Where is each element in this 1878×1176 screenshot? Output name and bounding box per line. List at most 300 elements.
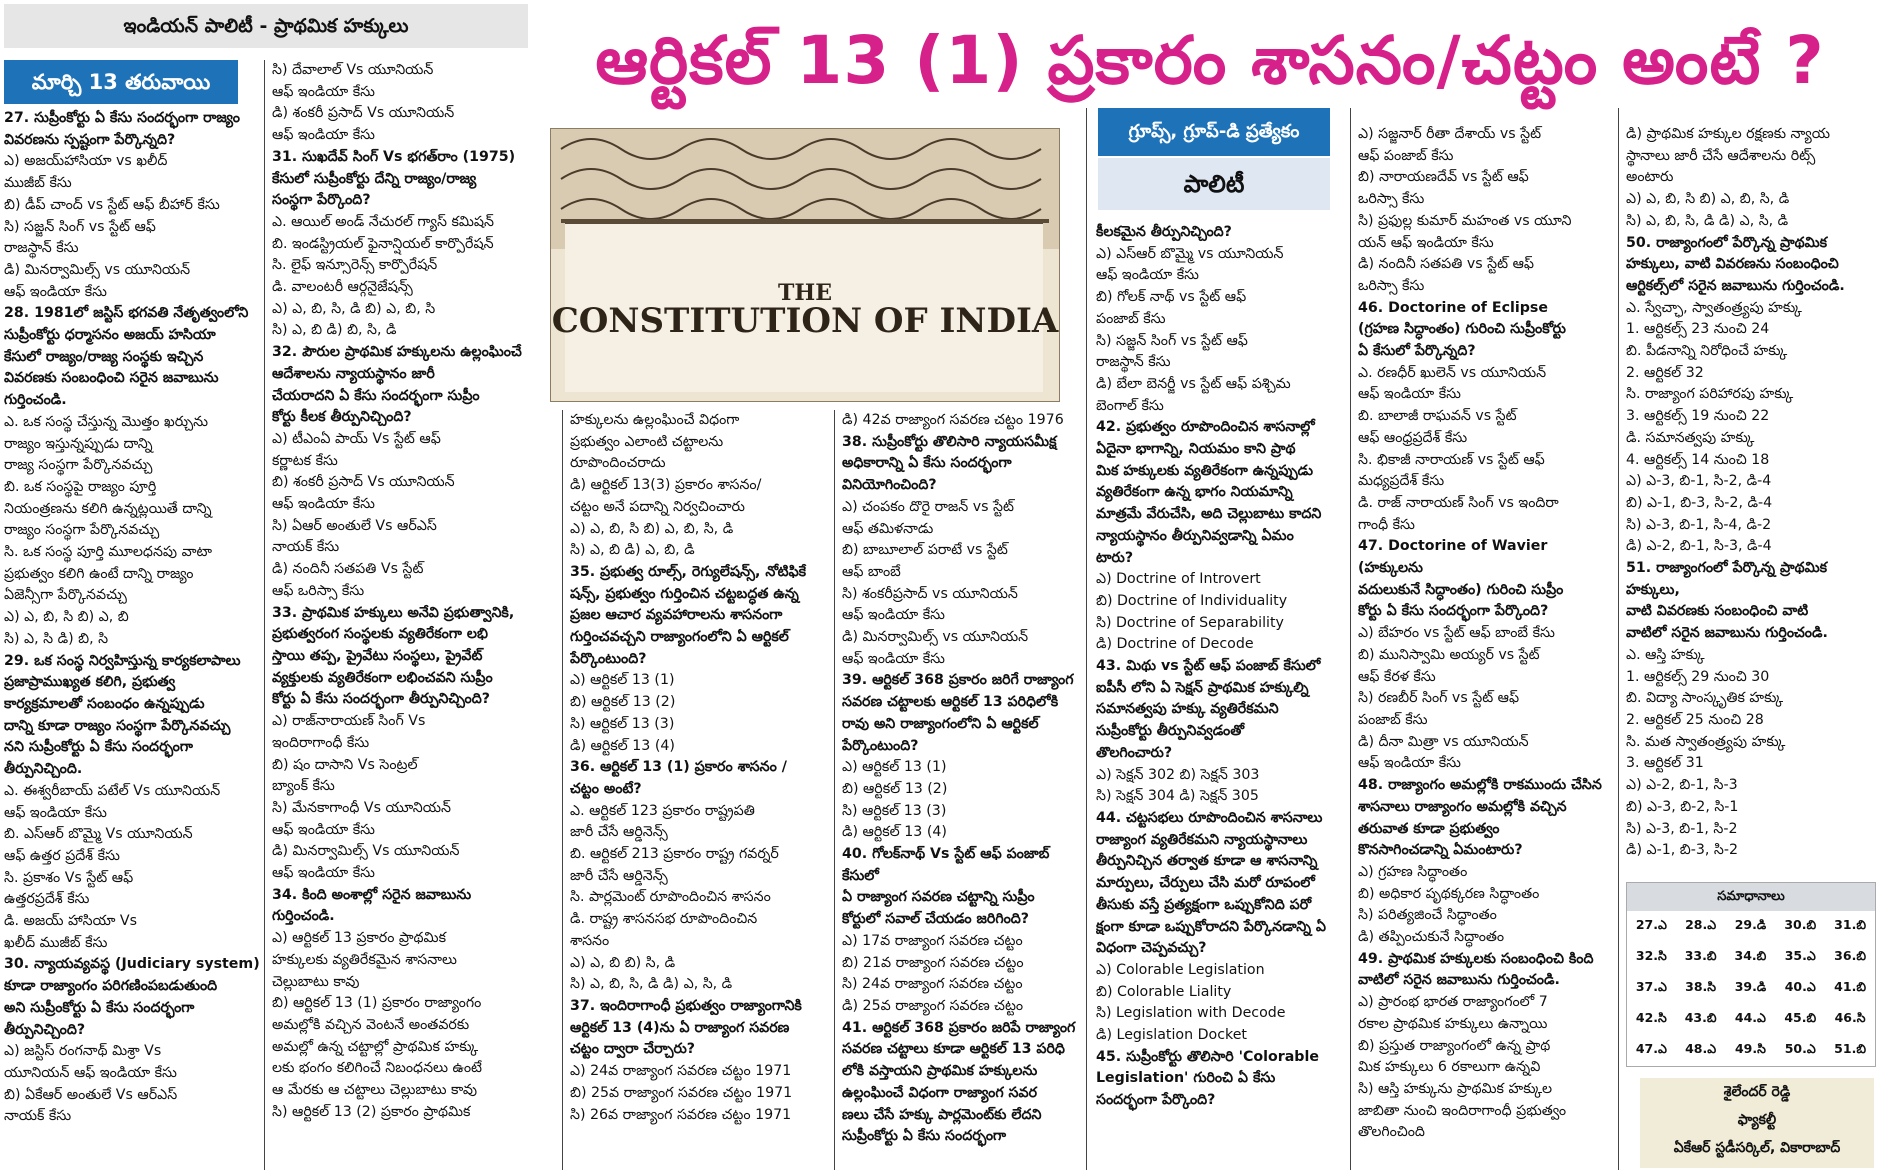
text-line: సి) ఎ, బి డి) బి, సి, డి bbox=[272, 322, 397, 339]
text-line: ఉత్తరప్రదేశ్ కేసు bbox=[4, 891, 90, 908]
article-column-3 bbox=[570, 410, 832, 1170]
question-line: 31. సుఖదేవ్ సింగ్ Vs భగత్‌రాం (1975) bbox=[272, 148, 516, 165]
text-line: డి) ప్రాథమిక హక్కుల రక్షణకు న్యాయ bbox=[1626, 126, 1831, 142]
text-line: బి) ఆర్టికల్ 13 (1) ప్రకారం రాజ్యాంగం bbox=[272, 995, 482, 1012]
answer-row bbox=[1627, 911, 1875, 942]
question-line: పేర్కొంటుంది? bbox=[842, 737, 919, 754]
text-line: సి. భికాజీ నారాయణ్ vs స్టేట్ ఆఫ్ bbox=[1358, 451, 1545, 468]
text-line: రాజ్యం సంస్థగా పేర్కొనవచ్చు bbox=[4, 522, 160, 539]
text-line: మధ్యప్రదేశ్ కేసు bbox=[1358, 473, 1445, 490]
answer-cell: 32.సి bbox=[1635, 948, 1667, 963]
polity-tag: పాలిటీ bbox=[1098, 158, 1330, 210]
text-line: డి) నందినీ సతపతి Vs స్టేట్ bbox=[272, 561, 424, 578]
text-line: 4. ఆర్టికల్స్ 14 నుంచి 18 bbox=[1626, 451, 1770, 468]
question-line: కోర్టు ఏ కేసు సందర్భంగా పేర్కొంది? bbox=[1358, 603, 1549, 620]
article-column-7 bbox=[1626, 124, 1874, 876]
text-line: సి) 26వ రాజ్యాంగ సవరణ చట్టం 1971 bbox=[570, 1106, 792, 1123]
question-line: 34. కింది అంశాల్లో సరైన జవాబును bbox=[272, 886, 472, 903]
answer-cell: 41.బి bbox=[1834, 979, 1866, 994]
question-line: విధంగా చెప్పవచ్చు? bbox=[1096, 940, 1207, 957]
text-line: బి. ఆర్టికల్ 213 ప్రకారం రాష్ట్ర గవర్నర్ bbox=[570, 846, 779, 863]
question-line: ఆర్టికల్స్‌లో సరైన జవాబును గుర్తించండి. bbox=[1626, 277, 1845, 294]
text-line: బి) శంకరీ ప్రసాద్ Vs యూనియన్ bbox=[272, 474, 455, 491]
text-line: డి) ఆర్టికల్ 13 (4) bbox=[570, 737, 675, 754]
question-line: కూడా రాజ్యాంగం పరిగణింపబడుతుంది bbox=[4, 978, 218, 995]
constitution-title-main: CONSTITUTION OF INDIA bbox=[551, 301, 1059, 341]
question-line: గుర్తించండి. bbox=[272, 908, 335, 925]
text-line: సి) ఆర్టికల్ 13 (2) ప్రకారం ప్రాథమిక bbox=[272, 1103, 471, 1120]
text-line: డి) బేలా బెనర్జీ vs స్టేట్ ఆఫ్ పశ్చిమ bbox=[1096, 375, 1291, 392]
answer-cell: 27.ఎ bbox=[1635, 917, 1667, 932]
text-line: ముజీబ్ కేసు bbox=[4, 175, 72, 192]
text-line: రాజ్య సంస్థగా పేర్కొనవచ్చు bbox=[4, 457, 153, 474]
text-line: ఒరిస్సా కేసు bbox=[1358, 277, 1425, 294]
question-line: వాటిలో సరైన జవాబును గుర్తించండి. bbox=[1626, 625, 1828, 642]
text-line: లకు భంగం కలిగించే నిబంధనలు ఉంటే bbox=[272, 1060, 482, 1077]
question-line: కేసులో రాజ్యం/రాజ్య సంస్థకు ఇచ్చిన bbox=[4, 348, 204, 365]
text-line: ఎ. ఆస్తి హక్కు bbox=[1626, 646, 1705, 663]
text-line: సి. రాజ్యాంగ పరిహారపు హక్కు bbox=[1626, 386, 1794, 403]
question-line: పేర్కొంటుంది? bbox=[570, 650, 647, 667]
text-line: బి) ఎ-3, బి-2, సి-1 bbox=[1626, 798, 1739, 815]
text-line: డి) మినర్వామిల్స్ Vs యూనియన్ bbox=[272, 843, 460, 860]
text-line: బి. విద్యా సాంస్కృతిక హక్కు bbox=[1626, 690, 1784, 707]
text-line: నాయక్ కేసు bbox=[4, 1108, 72, 1125]
text-line: కర్ణాటక కేసు bbox=[272, 452, 338, 469]
question-line: 30. న్యాయవ్యవస్థ (Judiciary system) bbox=[4, 956, 260, 973]
text-line: రాజ్యం ఇస్తున్నప్పుడు దాన్ని bbox=[4, 435, 153, 452]
text-line: ఎ) ఆర్టికల్ 13 (1) bbox=[570, 672, 675, 689]
question-line: క్షంగా కూడా ఒప్పుకోరాదని పేర్కొనడాన్ని ఏ bbox=[1096, 918, 1327, 935]
text-line: ఎ) సెక్షన్ 302 బి) సెక్షన్ 303 bbox=[1096, 766, 1260, 783]
question-line: తీర్పునిచ్చింది? bbox=[4, 1021, 86, 1038]
answer-cell: 43.బి bbox=[1684, 1010, 1717, 1025]
text-line: బి. ఇండస్ట్రియల్ ఫైనాన్షియల్ కార్పొరేషన్ bbox=[272, 235, 494, 252]
text-line: పంజాబ్ కేసు bbox=[1358, 711, 1428, 728]
text-line: బి) ఆర్టికల్ 13 (2) bbox=[570, 694, 676, 711]
text-line: బి) షం దాసాని Vs సెంట్రల్ bbox=[272, 756, 418, 773]
text-line: చట్టం అనే పదాన్ని నిర్వచించారు bbox=[570, 498, 745, 515]
text-line: ఎ) Colorable Legislation bbox=[1096, 961, 1265, 978]
text-line: బి) అధికార పృథక్కరణ సిద్ధాంతం bbox=[1358, 885, 1540, 902]
text-line: జారీ చేసే ఆర్డినెన్స్ bbox=[570, 867, 668, 884]
question-line: ప్రజాప్రాముఖ్యత కలిగి, ప్రభుత్వ bbox=[4, 674, 176, 691]
section-kicker: ఇండియన్ పాలిటీ - ప్రాథమిక హక్కులు bbox=[4, 4, 528, 48]
question-line: రావు అని రాజ్యాంగంలోని ఏ ఆర్టికల్ bbox=[842, 715, 1039, 732]
text-line: ఆఫ్ బాంబే bbox=[842, 563, 901, 580]
author-box bbox=[1640, 1078, 1874, 1168]
question-line: దాన్ని కూడా రాజ్యం సంస్థగా పేర్కొనవచ్చు bbox=[4, 717, 231, 734]
question-line: 27. సుప్రీంకోర్టు ఏ కేసు సందర్భంగా రాజ్యం bbox=[4, 110, 240, 126]
text-line: సి) ఏఆర్ అంతులే Vs ఆర్ఎస్ bbox=[272, 517, 437, 534]
answer-row bbox=[1627, 1004, 1875, 1035]
constitution-title bbox=[551, 279, 1059, 341]
text-line: రూపొందించరాదు bbox=[570, 455, 666, 472]
text-line: ఎ) ఆర్టికల్ 13 ప్రకారం ప్రాథమిక bbox=[272, 930, 446, 947]
answer-cell: 39.డి bbox=[1734, 979, 1767, 994]
question-line: సుప్రీంకోర్టు ఏ కేసు సందర్భంగా bbox=[842, 1128, 1007, 1145]
text-line: ఆఫ్ ఇండియా కేసు bbox=[1358, 755, 1461, 772]
text-line: బెంగాల్ కేసు bbox=[1096, 397, 1164, 414]
text-line: డి) 42వ రాజ్యాంగ సవరణ చట్టం 1976 bbox=[842, 412, 1064, 428]
text-line: బి) Colorable Liality bbox=[1096, 983, 1232, 1000]
text-line: సి) సజ్జన్ సింగ్ vs స్టేట్ ఆఫ్ bbox=[1096, 332, 1248, 349]
question-line: స్తాయి తప్ప, ప్రైవేటు సంస్థలు, ప్రైవేట్ bbox=[272, 647, 483, 664]
text-line: బి) డీప్ చాంద్ vs స్టేట్ ఆఫ్ బీహార్ కేసు bbox=[4, 196, 220, 213]
text-line: సి. ప్రకాశం Vs స్టేట్ ఆఫ్ bbox=[4, 869, 134, 886]
answer-cell: 38.సి bbox=[1685, 979, 1717, 994]
text-line: ఆఫ్ ఒరిస్సా కేసు bbox=[272, 582, 365, 599]
answer-cell: 50.ఎ bbox=[1784, 1041, 1816, 1056]
text-line: డి. రాష్ట్ర శాసనసభ రూపొందించిన bbox=[570, 911, 758, 928]
question-line: 44. చట్టసభలు రూపొందించిన శాసనాలు bbox=[1096, 809, 1323, 826]
question-line: అధికారాన్ని ఏ కేసు సందర్భంగా bbox=[842, 455, 1012, 472]
answer-cell: 28.ఎ bbox=[1685, 917, 1717, 932]
question-line: సుప్రీంకోర్టు తీర్పునివ్వడంతో bbox=[1096, 723, 1245, 740]
text-line: సి) 24వ రాజ్యాంగ సవరణ చట్టం bbox=[842, 976, 1023, 993]
question-line: 47. Doctorine of Wavier (హక్కులను bbox=[1358, 538, 1548, 577]
text-line: ఆఫ్ తమిళనాడు bbox=[842, 520, 934, 537]
question-line: Legislation' గురించి ఏ కేసు bbox=[1096, 1070, 1276, 1087]
text-line: నాయక్ కేసు bbox=[272, 539, 340, 556]
text-line: డి) మినర్వామిల్స్ vs యూనియన్ bbox=[842, 629, 1029, 646]
text-line: బి) 25వ రాజ్యాంగ సవరణ చట్టం 1971 bbox=[570, 1084, 793, 1101]
text-line: బి) ఏకేఆర్ అంతులే Vs ఆర్ఎస్ bbox=[4, 1086, 178, 1103]
text-line: డి. సమానత్వపు హక్కు bbox=[1626, 429, 1755, 446]
text-line: ఎ) ఎ, బి, సి, డి బి) ఎ, బి, సి bbox=[272, 300, 436, 317]
text-line: ఎ) ప్రారంభ భారత రాజ్యాంగంలో 7 bbox=[1358, 994, 1548, 1011]
text-line: బి) నారాయణదేవ్ vs స్టేట్ ఆఫ్ bbox=[1358, 169, 1529, 186]
text-line: సి) ప్రఫుల్ల కుమార్ మహంత vs యూని bbox=[1358, 212, 1572, 229]
text-line: ఆ మేరకు ఆ చట్టాలు చెల్లుబాటు కావు bbox=[272, 1082, 478, 1099]
text-line: చెల్లుబాటు కావు bbox=[272, 973, 360, 990]
question-line: 33. ప్రాథమిక హక్కులు అనేవి ప్రభుత్వానికి, bbox=[272, 604, 515, 621]
text-line: ఆఫ్ ఇండియా కేసు bbox=[4, 804, 107, 821]
answer-cell: 33.బి bbox=[1684, 948, 1717, 963]
question-line: కోర్టులో సవాల్ చేయడం జరిగింది? bbox=[842, 911, 1030, 928]
question-line: ఉల్లంఘించే విధంగా రాజ్యాంగ సవర bbox=[842, 1084, 1037, 1101]
article-column-6 bbox=[1358, 124, 1616, 1170]
answer-cell: 45.బి bbox=[1784, 1010, 1817, 1025]
question-line: కీలకమైన తీర్పునిచ్చింది? bbox=[1096, 224, 1232, 240]
question-line: వినియోగించింది? bbox=[842, 477, 937, 494]
text-line: సి. ఒక సంస్థ పూర్తి మూలధనపు వాటా bbox=[4, 544, 212, 561]
answer-cell: 47.ఎ bbox=[1635, 1041, 1667, 1056]
answer-cell: 30.బి bbox=[1784, 917, 1817, 932]
question-line: లోకి వస్తాయని ప్రాథమిక హక్కులను bbox=[842, 1063, 1038, 1080]
text-line: 1. ఆర్టికల్స్ 29 నుంచి 30 bbox=[1626, 668, 1770, 685]
question-line: ఏ రాజ్యాంగ సవరణ చట్టాన్ని సుప్రీం bbox=[842, 889, 1035, 906]
text-line: జాబితా నుంచి ఇందిరాగాంధీ ప్రభుత్వం bbox=[1358, 1102, 1567, 1119]
answer-cell: 34.బి bbox=[1734, 948, 1767, 963]
question-line: చేయరాదని ఏ కేసు సందర్భంగా సుప్రీం bbox=[272, 387, 480, 404]
question-line: 48. రాజ్యాంగం అమల్లోకి రాకముందు చేసిన bbox=[1358, 777, 1602, 794]
text-line: బి. బాలాజీ రాఘవన్ vs స్టేట్ bbox=[1358, 408, 1517, 425]
text-line: ఆఫ్ ఇండియా కేసు bbox=[272, 821, 375, 838]
question-line: కార్యక్రమాలతో సంబంధం ఉన్నప్పుడు bbox=[4, 695, 205, 712]
text-line: బి) ప్రస్తుత రాజ్యాంగంలో ఉన్న ప్రాథ bbox=[1358, 1037, 1551, 1054]
text-line: డి) ఎ-2, బి-1, సి-3, డి-4 bbox=[1626, 538, 1772, 555]
text-line: ఎ) గ్రహణ సిద్ధాంతం bbox=[1358, 863, 1468, 880]
question-line: ఏ కేసులో పేర్కొన్నది? bbox=[1358, 343, 1476, 360]
text-line: ఎ. స్వేచ్ఛా, స్వాతంత్ర్యపు హక్కు bbox=[1626, 299, 1802, 316]
column-divider bbox=[264, 60, 265, 1170]
text-line: బి. పీడనాన్ని నిరోధించే హక్కు bbox=[1626, 343, 1788, 360]
text-line: డి) దీనా మిత్రా vs యూనియన్ bbox=[1358, 733, 1529, 750]
text-line: సి. లైఫ్ ఇన్సూరెన్స్ కార్పొరేషన్ bbox=[272, 257, 438, 274]
text-line: డి) తప్పించుకునే సిద్ధాంతం bbox=[1358, 929, 1505, 946]
text-line: 2. ఆర్టికల్ 25 నుంచి 28 bbox=[1626, 711, 1764, 728]
question-line: గుర్తించండి. bbox=[4, 392, 67, 409]
text-line: సి) దేవాలాల్ Vs యూనియన్ bbox=[272, 62, 434, 78]
article-column-5 bbox=[1096, 222, 1346, 1170]
text-line: యన్ ఆఫ్ ఇండియా కేసు bbox=[1358, 234, 1494, 251]
text-line: ఆఫ్ ఇండియా కేసు bbox=[4, 283, 107, 300]
text-line: అంటారు bbox=[1626, 169, 1674, 186]
text-line: బి) ఆర్టికల్ 13 (2) bbox=[842, 780, 948, 797]
text-line: ఎ) ఎ-2, బి-1, సి-3 bbox=[1626, 777, 1738, 794]
continuation-tag: మార్చి 13 తరువాయి bbox=[4, 60, 238, 104]
text-line: బి) మునిస్వామి అయ్యర్ vs స్టేట్ bbox=[1358, 646, 1540, 663]
text-line: తొలగించింది bbox=[1358, 1124, 1425, 1141]
page-headline: ఆర్టికల్ 13 (1) ప్రకారం శాసనం/చట్టం అంటే ? bbox=[595, 22, 1825, 99]
text-line: ఆఫ్ ఇండియా కేసు bbox=[272, 865, 375, 882]
question-line: ప్రభుత్వరంగ సంస్థలకు వ్యతిరేకంగా లభి bbox=[272, 626, 488, 643]
column-divider bbox=[834, 410, 835, 1170]
question-line: మాత్రమే వేరుచేసి, అది చెల్లుబాటు కాదని bbox=[1096, 506, 1322, 523]
text-line: బి. ఎస్ఆర్ బొమ్మై Vs యూనియన్ bbox=[4, 826, 193, 843]
question-line: 46. Doctorine of Eclipse bbox=[1358, 299, 1548, 316]
answer-cell: 42.సి bbox=[1635, 1010, 1667, 1025]
text-line: అమల్లోకి వచ్చిన వెంటనే అంతవరకు bbox=[272, 1016, 470, 1033]
question-line: హక్కులు, వాటి వివరణను సంబంధించి bbox=[1626, 256, 1839, 273]
answer-cell: 29.డి bbox=[1734, 917, 1767, 932]
text-line: ఆఫ్ ఇండియా కేసు bbox=[842, 607, 945, 624]
text-line: హక్కులకు వ్యతిరేకమైన శాసనాలు bbox=[272, 951, 457, 968]
text-line: ఎ) రాజ్‌నారాయణ్ సింగ్ Vs bbox=[272, 713, 426, 730]
text-line: సి) సజ్జన్ సింగ్ vs స్టేట్ ఆఫ్ bbox=[4, 218, 156, 235]
text-line: ఖలీద్ ముజీబ్ కేసు bbox=[4, 934, 108, 951]
question-line: షన్స్, ప్రభుత్వం గుర్తించిన చట్టబద్ధత ఉన్న bbox=[570, 585, 799, 602]
question-line: తీసుకు వస్తే ప్రత్యక్షంగా ఒప్పుకోనిది పరో bbox=[1096, 896, 1312, 913]
question-line: 39. ఆర్టికల్ 368 ప్రకారం జరిగే రాజ్యాంగ bbox=[842, 672, 1074, 689]
question-line: 38. సుప్రీంకోర్టు తొలిసారి న్యాయసమీక్ష bbox=[842, 433, 1057, 450]
text-line: పంజాబ్ కేసు bbox=[1096, 310, 1166, 327]
question-line: వాటిలో సరైన జవాబును గుర్తించండి. bbox=[1358, 972, 1560, 989]
text-line: ఎ) ఎ, బి, సి బి) ఎ, బి, సి, డి bbox=[570, 520, 734, 537]
text-line: సి) ఎ, సి డి) బి, సి bbox=[4, 630, 109, 647]
text-line: ఆఫ్ ఆంధ్రప్రదేశ్ కేసు bbox=[1358, 429, 1468, 446]
text-line: ఎ) ఎ, బి, సి బి) ఎ, బి bbox=[4, 609, 129, 626]
column-divider bbox=[1086, 108, 1087, 1170]
text-line: ఆఫ్ ఇండియా కేసు bbox=[272, 496, 375, 513]
question-line: ఆర్టికల్ 13 (4)ను ఏ రాజ్యాంగ సవరణ bbox=[570, 1019, 790, 1036]
question-line: తీర్పునిచ్చింది. bbox=[4, 761, 83, 778]
question-line: ణలు చేసే హక్కు పార్లమెంట్‌కు లేదని bbox=[842, 1106, 1042, 1123]
question-line: నని సుప్రీంకోర్టు ఏ కేసు సందర్భంగా bbox=[4, 739, 193, 756]
answer-cell: 46.సి bbox=[1834, 1010, 1866, 1025]
answer-cell: 31.బి bbox=[1834, 917, 1866, 932]
question-line: 29. ఒక సంస్థ నిర్వహిస్తున్న కార్యకలాపాలు bbox=[4, 652, 241, 669]
column-divider bbox=[562, 410, 563, 1170]
text-line: బి) Doctrine of Individuality bbox=[1096, 592, 1288, 609]
text-line: రాజస్థాన్ కేసు bbox=[4, 240, 79, 257]
text-line: సి) ఎ, బి, సి, డి డి) ఎ, సి, డి bbox=[1626, 212, 1789, 229]
text-line: డి. రాజ్ నారాయణ్ సింగ్ vs ఇందిరా bbox=[1358, 494, 1559, 511]
question-line: సందర్భంగా పేర్కొంది? bbox=[1096, 1092, 1216, 1109]
question-line: సమానత్వపు హక్కు వ్యతిరేకమని bbox=[1096, 701, 1279, 718]
text-line: డి) ఎ-1, బి-3, సి-2 bbox=[1626, 842, 1739, 859]
question-line: 51. రాజ్యాంగంలో పేర్కొన్న ప్రాథమిక హక్కులు, bbox=[1626, 560, 1828, 598]
question-line: ఏదైనా భాగాన్ని, నియమం కాని ప్రాథ bbox=[1096, 441, 1296, 458]
text-line: 1. ఆర్టికల్స్ 23 నుంచి 24 bbox=[1626, 321, 1770, 338]
answer-cell: 37.ఎ bbox=[1635, 979, 1667, 994]
text-line: బి) గోలక్ నాథ్ vs స్టేట్ ఆఫ్ bbox=[1096, 289, 1247, 306]
question-line: ఆదేశాలను న్యాయస్థానం జారీ bbox=[272, 365, 435, 382]
author-org: ఏకేఆర్ స్టడీసర్కిల్, వికారాబాద్ bbox=[1673, 1140, 1841, 1156]
question-line: 37. ఇందిరాగాంధీ ప్రభుత్వం రాజ్యాంగానికి bbox=[570, 997, 802, 1014]
text-line: ఆఫ్ ఇండియా కేసు bbox=[1096, 267, 1199, 284]
answer-cell: 35.ఎ bbox=[1784, 948, 1816, 963]
text-line: సి) Doctrine of Separability bbox=[1096, 614, 1284, 631]
answer-key-box bbox=[1626, 882, 1876, 1067]
text-line: ఎ) ఎ, బి, సి బి) ఎ, బి, సి, డి bbox=[1626, 191, 1790, 208]
text-line: సి) ఎ-3, బి-1, సి-4, డి-2 bbox=[1626, 516, 1772, 533]
question-line: 49. ప్రాథమిక హక్కులకు సంబంధించి కింది bbox=[1358, 950, 1594, 967]
question-line: 50. రాజ్యాంగంలో పేర్కొన్న ప్రాథమిక bbox=[1626, 234, 1828, 251]
question-line: న్యాయస్థానం తీర్పునివ్వడాన్ని ఏమం bbox=[1096, 527, 1294, 544]
text-line: డి. వాలంటరీ ఆర్గనైజేషన్స్ bbox=[272, 279, 413, 296]
text-line: ఆఫ్ పంజాబ్ కేసు bbox=[1358, 147, 1454, 164]
text-line: సి) Legislation with Decode bbox=[1096, 1005, 1286, 1022]
text-line: ఆఫ్ ఇండియా కేసు bbox=[1358, 386, 1461, 403]
text-line: డి) Legislation Docket bbox=[1096, 1027, 1247, 1044]
text-line: డి) ఆర్టికల్ 13(3) ప్రకారం శాసనం/ bbox=[570, 477, 762, 494]
text-line: జారీ చేసే ఆర్డినెన్స్ bbox=[570, 824, 668, 841]
question-line: 45. సుప్రీంకోర్టు తొలిసారి 'Colorable bbox=[1096, 1048, 1319, 1065]
answer-cell: 36.బి bbox=[1834, 948, 1866, 963]
text-line: ఎ. రణధీర్ ఖులెన్ vs యూనియన్ bbox=[1358, 364, 1547, 381]
question-line: శాసనాలు రాజ్యాంగం అమల్లోకి వచ్చిన bbox=[1358, 798, 1567, 815]
question-line: కేసులో సుప్రీంకోర్టు దేన్ని రాజ్యం/రాజ్య bbox=[272, 170, 477, 187]
text-line: ఏజెన్సీగా పేర్కొనవచ్చు bbox=[4, 587, 127, 604]
text-line: ఎ) 17వ రాజ్యాంగ సవరణ చట్టం bbox=[842, 932, 1023, 949]
question-line: 28. 1981లో జస్టిస్ భగవతి నేతృత్వంలోని bbox=[4, 305, 249, 322]
question-line: 36. ఆర్టికల్ 13 (1) ప్రకారం శాసనం / bbox=[570, 759, 787, 776]
text-line: డి. అజయ్ హాసియా Vs bbox=[4, 913, 138, 930]
text-line: సి) ఆస్తి హక్కును ప్రాథమిక హక్కుల bbox=[1358, 1080, 1553, 1097]
text-line: అమల్లో ఉన్న చట్టాల్లో ప్రాథమిక హక్కు bbox=[272, 1038, 479, 1055]
text-line: ఎ) ఎ-3, బి-1, సి-2, డి-4 bbox=[1626, 473, 1772, 490]
text-line: రాజస్థాన్ కేసు bbox=[1096, 354, 1171, 371]
text-line: బి) 21వ రాజ్యాంగ సవరణ చట్టం bbox=[842, 954, 1024, 971]
question-line: వ్యతిరేకంగా ఉన్న భాగం నియమాన్ని bbox=[1096, 484, 1293, 501]
answer-cell: 44.ఎ bbox=[1734, 1010, 1766, 1025]
text-line: ఎ. ఆయిల్ అండ్ నేచురల్ గ్యాస్ కమిషన్ bbox=[272, 213, 494, 230]
text-line: గాంధీ కేసు bbox=[1358, 516, 1415, 533]
constitution-image bbox=[550, 128, 1060, 402]
constitution-title-the: THE bbox=[778, 280, 832, 306]
text-line: ఎ) సజ్జనార్ రీతా దేశాయ్ vs స్టేట్ bbox=[1358, 126, 1542, 142]
text-line: ఆఫ్ ఇండియా కేసు bbox=[272, 83, 375, 100]
text-line: ఎ) ఎస్ఆర్ బొమ్మై vs యూనియన్ bbox=[1096, 245, 1284, 262]
answer-row bbox=[1627, 973, 1875, 1004]
answer-cell: 49.సి bbox=[1734, 1041, 1766, 1056]
text-line: ఎ) అజయ్‌హాసియా vs ఖలీద్ bbox=[4, 153, 168, 170]
text-line: బి) బాబూలాల్ పరాటే vs స్టేట్ bbox=[842, 542, 1008, 559]
question-line: మిక హక్కులకు వ్యతిరేకంగా ఉన్నప్పుడు bbox=[1096, 462, 1314, 479]
text-line: నియంత్రణను కలిగి ఉన్నట్లయితే దాన్ని bbox=[4, 500, 212, 517]
answer-cell: 48.ఎ bbox=[1685, 1041, 1717, 1056]
text-line: సి) ఎ-3, బి-1, సి-2 bbox=[1626, 820, 1738, 837]
question-line: తీర్పునిచ్చిన తర్వాత కూడా ఆ శాసనాన్ని bbox=[1096, 853, 1318, 870]
text-line: ఆఫ్ ఉత్తర ప్రదేశ్ కేసు bbox=[4, 847, 120, 864]
text-line: సి) సెక్షన్ 304 డి) సెక్షన్ 305 bbox=[1096, 788, 1259, 805]
question-line: ప్రజల ఆచార వ్యవహారాలను శాసనంగా bbox=[570, 607, 783, 624]
question-line: సవరణ చట్టాలు కూడా ఆర్టికల్ 13 పరిధి bbox=[842, 1041, 1065, 1058]
text-line: సి) శంకరీప్రసాద్ vs యూనియన్ bbox=[842, 585, 1018, 602]
question-line: వదులుకునే సిద్ధాంతం) గురించి సుప్రీం bbox=[1358, 581, 1564, 598]
text-line: 2. ఆర్టికల్ 32 bbox=[1626, 364, 1704, 381]
question-line: మార్పులు, చేర్పులు చేసి మరో రూపంలో bbox=[1096, 875, 1315, 892]
question-line: సవరణ చట్టాలకు ఆర్టికల్ 13 పరిధిలోకి bbox=[842, 694, 1059, 711]
text-line: ఎ. ఈశ్వరీబాయ్ పటేల్ Vs యూనియన్ bbox=[4, 782, 221, 799]
text-line: డి) మినర్వామిల్స్ vs యూనియన్ bbox=[4, 261, 191, 278]
article-column-2 bbox=[272, 60, 560, 1170]
answer-cell: 40.ఎ bbox=[1784, 979, 1816, 994]
question-line: తరువాత కూడా ప్రభుత్వం bbox=[1358, 820, 1500, 837]
text-line: ఎ) ఎ, బి బి) సి, డి bbox=[570, 954, 676, 971]
question-line: కోర్టు కీలక తీర్పునిచ్చింది? bbox=[272, 409, 412, 426]
text-line: ఒరిస్సా కేసు bbox=[1358, 191, 1425, 208]
answer-key-table bbox=[1627, 911, 1875, 1066]
question-line: 40. గోలక్‌నాథ్ Vs స్టేట్ ఆఫ్ పంజాబ్ కేసులో bbox=[842, 846, 1050, 884]
text-line: ఆఫ్ ఇండియా కేసు bbox=[272, 127, 375, 144]
text-line: డి) Doctrine of Decode bbox=[1096, 636, 1254, 653]
text-line: సి) రణబీర్ సింగ్ vs స్టేట్ ఆఫ్ bbox=[1358, 690, 1520, 707]
question-line: గుర్తించవచ్చని రాజ్యాంగంలోని ఏ ఆర్టికల్ bbox=[570, 629, 789, 646]
text-line: ఇందిరాగాంధీ కేసు bbox=[272, 734, 370, 751]
question-line: వివరణకు సంబంధించి సరైన జవాబును bbox=[4, 370, 219, 387]
text-line: డి) ఆర్టికల్ 13 (4) bbox=[842, 824, 947, 841]
question-line: సుప్రీంకోర్టు ధర్మాసనం అజయ్ హసియా bbox=[4, 327, 216, 344]
question-line: చట్టం అంటే? bbox=[570, 780, 642, 797]
question-line: (గ్రహణ సిద్ధాంతం) గురించి సుప్రీంకోర్టు bbox=[1358, 321, 1566, 338]
answer-key-title: సమాధానాలు bbox=[1627, 883, 1875, 911]
text-line: మిక హక్కులు 6 రకాలుగా ఉన్నవి bbox=[1358, 1059, 1541, 1076]
text-line: ఎ) బేహరం vs స్టేట్ ఆఫ్ బాంబే కేసు bbox=[1358, 625, 1555, 642]
text-line: సి. పార్లమెంట్ రూపొందించిన శాసనం bbox=[570, 889, 771, 906]
text-line: హక్కులను ఉల్లంఘించే విధంగా bbox=[570, 412, 740, 428]
question-line: చట్టం ద్వారా చేర్చారు? bbox=[570, 1041, 696, 1058]
text-line: డి) 25వ రాజ్యాంగ సవరణ చట్టం bbox=[842, 997, 1024, 1014]
text-line: ఆఫ్ ఇండియా కేసు bbox=[842, 650, 945, 667]
author-role: ఫ్యాకల్టీ bbox=[1737, 1112, 1777, 1128]
question-line: రాజ్యాంగ వ్యతిరేకమని న్యాయస్థానాలు bbox=[1096, 831, 1308, 848]
text-line: డి) శంకరీ ప్రసాద్ Vs యూనియన్ bbox=[272, 105, 455, 122]
text-line: ఎ) జస్టిస్ రంగనాథ్ మిశ్రా Vs bbox=[4, 1043, 162, 1060]
text-line: ఎ. ఒక సంస్థ చేస్తున్న మొత్తం ఖర్చును bbox=[4, 413, 209, 430]
question-line: 41. ఆర్టికల్ 368 ప్రకారం జరిపే రాజ్యాంగ bbox=[842, 1019, 1076, 1036]
text-line: సి) పరిత్యజించే సిద్ధాంతం bbox=[1358, 907, 1497, 924]
text-line: సి) ఎ, బి డి) ఎ, బి, డి bbox=[570, 542, 695, 559]
answer-row bbox=[1627, 942, 1875, 973]
text-line: ఎ) ఆర్టికల్ 13 (1) bbox=[842, 759, 947, 776]
question-line: టారు? bbox=[1096, 549, 1134, 566]
question-line: 35. ప్రభుత్వ రూల్స్, రెగ్యులేషన్స్, నోటిఫికే bbox=[570, 563, 807, 580]
question-line: 43. మిథు vs స్టేట్ ఆఫ్ పంజాబ్ కేసులో bbox=[1096, 658, 1321, 675]
text-line: సి) ఆర్టికల్ 13 (3) bbox=[842, 802, 947, 819]
